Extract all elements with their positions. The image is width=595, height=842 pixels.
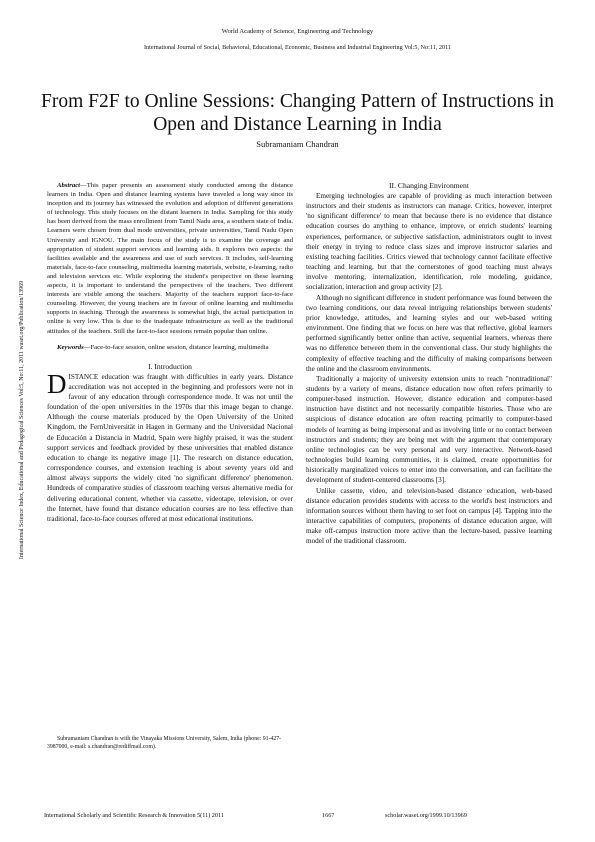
- paper-author: Subramaniam Chandran: [256, 139, 339, 149]
- keywords-text: —Face-to-face session, online session, distance learning, multimedia: [83, 343, 269, 351]
- section-heading-changing-environment: II. Changing Environment: [389, 181, 469, 190]
- paper-title: From F2F to Online Sessions: Changing Pattern of Instructions in Open and Distance Learning in India: [41, 91, 554, 135]
- footer-doi: scholar.waset.org/1999.10/13969: [385, 812, 467, 819]
- footnote-text: Subramaniam Chandran is with the Vinayaka Missions University, Salem, India (phone: 91-427-3987000, e-mail: s.chandran@rediffmail.com).: [47, 736, 282, 750]
- journal-header-line-1: World Academy of Science, Engineering and Technology: [221, 28, 374, 35]
- abstract: [47, 181, 293, 336]
- section-heading-introduction: I. Introduction: [148, 361, 192, 371]
- body-paragraph: Unlike cassette, video, and television-based distance education, web-based distance education provides students with access to the world's best instructors and information sources without them having to set foot on campus [4]. Tapping into the interactive capabilities of computers, proponents of distance education argue, will make off-campus instruction more active than the lecture-based, passive learning model of the traditional classroom.: [306, 486, 552, 546]
- body-paragraph: Emerging technologies are capable of providing as much interaction between instructors and their students as instructors can manage. Critics, however, interpret 'no significant difference' to mean that because there is no evidence that distance education courses do anything to enhance, improve, or enrich students' learning experiences, performance, or subjective satisfaction, administrators ought to invest their energy in trying to reduce class sizes and improve instructor salaries and existing teaching facilities. Critics viewed that technology cannot facilitate effective teaching and learning, but that the cornerstones of good teaching must always involve mentoring, internalization, identification, role modeling, guidance, socialization, interaction and group activity [2].: [306, 192, 552, 292]
- left-column: [47, 181, 293, 524]
- footer-journal: International Scholarly and Scientific Research & Innovation 5(11) 2011: [44, 812, 224, 819]
- right-column: [306, 181, 552, 546]
- abstract-text: —This paper presents an assessment study conducted among the distance learners in India. Open and distance learning systems have traveled a long way since its inception and its journey has witnessed the evolution and adoption of different generations of technology. This study focuses on the distant learners in India. Sampling for this study has been derived from the mass enrollment from Tamil Nadu area, a southern state of India. Learners were chosen from dual mode universities, private universities, Tamil Nadu Open University and IGNOU. The main focus of the study is to examine the coverage and appropriation of student support services and learning aids. It explores two aspects: the facilities available and the awareness and use of such services. It includes, self-learning materials, face-to-face counseling, multimedia learning materials, website, e-learning, radio and television services etc. While exploring the student's perspective on these learning aspects, it is important to understand the perspectives of the teachers. Two different interests are visible among the teachers. Majority of the teachers support face-to-face counseling. However, the young teachers are in favour of online learning and multimedia supports in teaching. Through the awareness is somewhat high, the actual participation in online is very low. This is due to the inadequate infrastructure as well as the traditional attitudes of the teachers. Still the face-to-face sessions remain popular than online.: [47, 182, 293, 335]
- journal-header-line-2: International Journal of Social, Behavioral, Educational, Economic, Business and Industrial Engineering Vol:5, No:11, 2011: [143, 44, 452, 51]
- footer-page-number: 1667: [322, 812, 335, 819]
- keywords: [47, 343, 293, 352]
- abstract-label: Abstract: [57, 182, 81, 189]
- introduction-text: ISTANCE education was fraught with difficulties in early years. Distance accreditation was not accepted in the beginning and professors were not in favour of any education through correspondence mode. It was not until the foundation of the open universities in the 1970s that this image began to change. Although the course materials produced by the Open University of the United Kingdom, the FernUniversität in Hagen in Germany and the Universidad Nacional de Educación a Distancia in Madrid, Spain were highly praised, it was the student support services and feedback provided by these universities that enabled distance education to change its negative image [1]. The research on distance education, correspondence courses, and extension teaching is about seventy years old and almost always supports the widely cited 'no significant difference' phenomenon. Hundreds of comparative studies of classroom teaching versus alternative media for delivering educational content, whether via cassette, videotape, television, or over the Internet, have found that distance education courses are no less effective than traditional, face-to-face courses offered at most educational institutions.: [47, 372, 293, 523]
- body-paragraph: Traditionally a majority of university extension units to reach "nontraditional" students by a variety of means, distance education now often refers primarily to computer-based instruction. However, distance education and computer-based instruction have distinct and not necessarily compatible histories. Those who are suspicious of distance education are often reacting primarily to computer-based models of learning as being impersonal and as involving little or no contact between instructors and students; they are being met with the argument that contemporary online technologies can be very personal and very interactive. Network-based technologies build learning communities, it is claimed, create opportunities for historically marginalized voices to enter into the conversation, and can facilitate the development of student-centered classrooms [3].: [306, 374, 552, 485]
- drop-cap: D: [47, 368, 67, 399]
- body-paragraph: Although no significant difference in student performance was found between the two learning conditions, our data reveal intriguing relationships between students' prior knowledge, attitudes, and learning styles and our web-based writing environment. One finding that we focus on here was that reflective, global learners performed significantly better online than active, sequential learners, whereas there was no difference between them in the conventional class. Our study highlights the complexity of effective teaching and the difficulty of making comparisons between the online and the classroom environments.: [306, 293, 552, 373]
- index-sidebar-text: International Science Index, Educational and Pedagogical Sciences Vol:5, No:11, 2011 waset.org/Publication/13969: [19, 280, 25, 560]
- keywords-label: Keywords: [57, 343, 84, 351]
- introduction-paragraph: [47, 368, 293, 524]
- author-footnote: [47, 735, 293, 751]
